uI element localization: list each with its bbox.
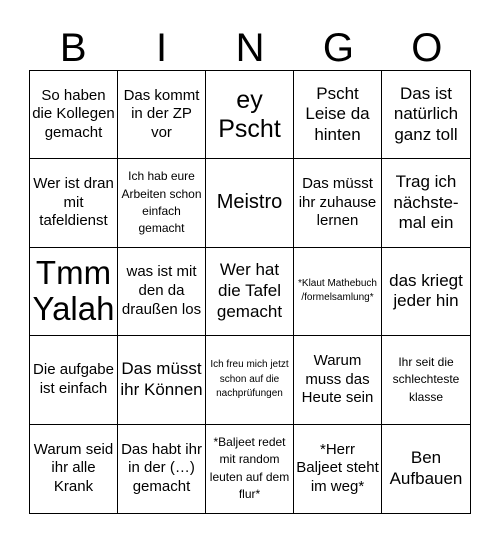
header-letter-i: I [156, 26, 168, 70]
bingo-header [29, 26, 471, 70]
bingo-cell[interactable]: Das habt ihr in der (…) gemacht [118, 425, 206, 513]
header-letter-b: B [59, 26, 87, 70]
bingo-cell[interactable]: Ich freu mich jetzt schon auf die nachprüfungen [206, 336, 294, 424]
bingo-cell[interactable]: Das müsst ihr Können [118, 336, 206, 424]
bingo-cell[interactable]: das kriegt jeder hin [382, 248, 470, 336]
header-letter-n: N [235, 26, 265, 70]
bingo-cell[interactable]: *Baljeet redet mit random leuten auf dem flur* [206, 425, 294, 513]
bingo-cell[interactable]: Ben Aufbauen [389, 448, 463, 488]
bingo-cell[interactable]: Das müsst ihr zuhause lernen [294, 159, 382, 247]
bingo-cell[interactable]: Warum seid ihr alle Krank [30, 425, 118, 513]
bingo-cell[interactable]: Die aufgabe ist einfach [30, 336, 118, 424]
bingo-cell[interactable]: Ihr seit die schlechteste klasse [382, 336, 470, 424]
bingo-cell[interactable]: Wer ist dran mit tafeldienst [30, 159, 118, 247]
bingo-cell[interactable]: Das kommt in der ZP vor [118, 71, 206, 159]
header-letter-o: O [411, 26, 443, 70]
bingo-cell[interactable]: *Herr Baljeet steht im weg* [294, 425, 382, 513]
bingo-cell[interactable]: Tmm Yalah [30, 248, 118, 336]
bingo-cell[interactable]: Ich hab eure Arbeiten schon einfach gemacht [118, 159, 206, 247]
bingo-cell[interactable]: was ist mit den da draußen los [118, 248, 206, 336]
bingo-cell[interactable]: So haben die Kollegen gemacht [30, 71, 118, 159]
bingo-cell[interactable]: ey Pscht [206, 71, 294, 159]
bingo-cell[interactable]: Wer hat die Tafel gemacht [206, 248, 294, 336]
bingo-cell[interactable]: Meistro [206, 159, 294, 247]
bingo-cell[interactable]: Das ist natürlich ganz toll [382, 71, 470, 159]
bingo-cell[interactable]: Trag ich nächste-mal ein [382, 159, 470, 247]
header-letter-g: G [322, 26, 354, 70]
bingo-cell[interactable]: Warum muss das Heute sein [294, 336, 382, 424]
bingo-cell[interactable]: *Klaut Mathebuch /formelsamlung* [294, 248, 382, 336]
bingo-grid [29, 70, 471, 514]
bingo-cell[interactable]: Pscht Leise da hinten [294, 71, 382, 159]
